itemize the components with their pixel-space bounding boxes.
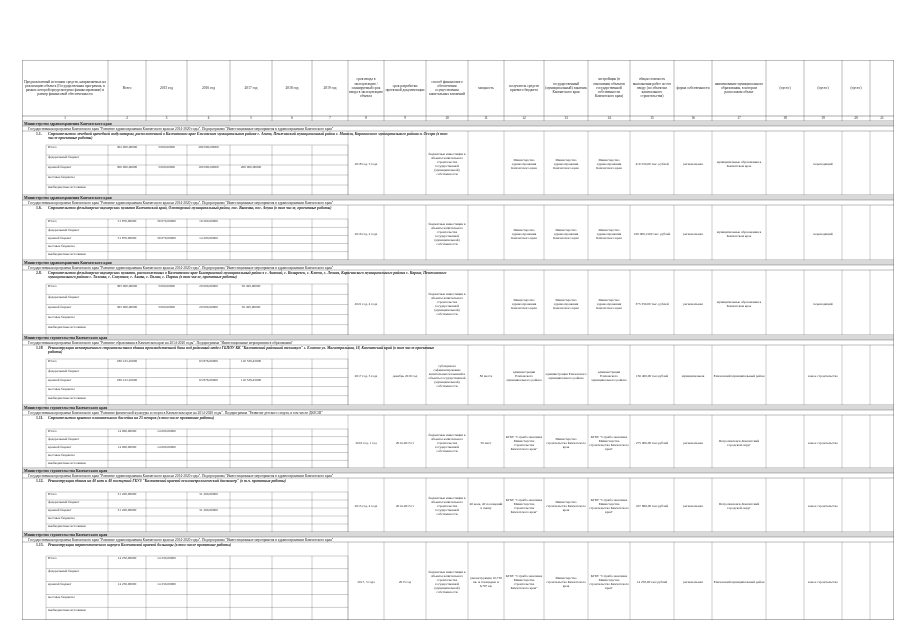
funding-label: внебюджетные источники [48, 185, 86, 190]
column-number: 8 [365, 116, 367, 120]
section-band [23, 260, 894, 265]
cell-method: бюджетные инвестиции в объекты капитального строительства государственной (муниципальной) собственности [428, 221, 466, 246]
cell-design: декабрь 2019 год [392, 374, 418, 378]
funding-value: 14 000,00000 [157, 429, 176, 434]
funding-value: 3 000,00000 [158, 304, 175, 309]
header-cell: (пусто) [850, 85, 862, 90]
funding-value: 63 876,00000 [199, 359, 218, 364]
cell-recipient: КГБУ "Служба заказчика Министерства строительства Камчатского края" [505, 574, 543, 590]
cell-cost: 160 000,1500 тыс. рублей [633, 231, 671, 236]
header-cell: наименование муниципального образования, в котором расположен объект [714, 81, 764, 95]
funding-label: федеральный бюджет [48, 294, 80, 299]
funding-value: 180 415,45000 [116, 359, 138, 364]
section-band [23, 532, 894, 537]
funding-value: 365 000,00000 [116, 284, 138, 289]
funding-value: 51 870,00000 [117, 219, 137, 224]
cell-method: бюджетные инвестиции в объекты капитального строительства государственной (муниципальной) собственности [428, 152, 466, 176]
cell-kind: переходящий [813, 301, 833, 306]
funding-label: местные бюджеты [48, 244, 75, 248]
column-number: 17 [737, 116, 741, 120]
funding-label: местные бюджеты [48, 594, 75, 599]
column-number: 21 [880, 116, 884, 120]
cell-deadline: 2016 год, 2 года [354, 231, 378, 236]
column-number: 5 [250, 116, 252, 120]
funding-value: 19 200,00000 [199, 219, 218, 224]
row-number: 1.11. [36, 416, 44, 420]
cell-capacity: 50 мест [480, 440, 492, 445]
cell-ownership: региональная [683, 301, 703, 306]
funding-value: 31 200,00000 [117, 492, 137, 497]
header-cell: мощность [478, 85, 494, 90]
cell-builder: КГБУ "Служба заказчика Министерства строительства Камчатского края" [589, 434, 629, 451]
section-title: Министерство здравоохранения Камчатского края [24, 260, 112, 265]
column-number: 13 [564, 116, 568, 120]
section-band [23, 468, 894, 473]
section-title: Министерство строительства Камчатского края [24, 532, 108, 537]
cell-builder: администрация Елизовского муниципального района [591, 370, 627, 382]
cell-builder: КГБУ "Служба заказчика Министерства строительства Камчатского края" [589, 498, 629, 514]
header-cell: получатель средств краевого бюджета [509, 83, 539, 92]
column-number: 20 [854, 116, 858, 120]
funding-value: 63 876,00000 [199, 377, 218, 382]
funding-value: 30 670,00000 [157, 235, 176, 240]
cell-municipal: муниципальные образования в Камчатском крае [716, 229, 762, 238]
cell-builder: Министерство здравоохранения Камчатского края [596, 227, 622, 240]
cell-municipal: Елизовский муниципальный район [713, 580, 765, 584]
funding-value: 31 200,00000 [117, 508, 137, 513]
header-cell: (пусто) [817, 85, 829, 90]
funding-label: внебюджетные источники [48, 396, 86, 401]
cell-design: 2014-2015 гг [395, 504, 415, 508]
funding-value: 20 000,00000 [199, 304, 218, 309]
row-number: 1.6. [36, 206, 42, 210]
column-number: 9 [404, 116, 406, 120]
funding-value: 14 200,00000 [199, 235, 218, 240]
funding-label: внебюджетные источники [48, 325, 86, 330]
funding-label: Итого [48, 492, 57, 497]
row-number: 1.13. [36, 543, 44, 547]
cell-capacity: реконструкция 10,739 кв. м площадью и 6,767 кв. [470, 576, 502, 588]
cell-cost: 375 350,00 тыс. рублей [635, 301, 669, 306]
program-title: Государственная программа Камчатского края "Развитие здравоохранения Камчатского края на 2014-2020 годы". Подпрограмма "Инвестиционные мероприятия в здравоохранении Камчатского края" [28, 473, 334, 478]
funding-value: 51 870,00000 [117, 235, 137, 240]
funding-label: краевой бюджет [48, 304, 72, 309]
funding-value: 116 539,45000 [240, 377, 262, 382]
column-number: 10 [445, 116, 449, 120]
column-number: 2 [126, 116, 128, 120]
cell-municipal: муниципальные образования в Камчатском крае [716, 299, 762, 308]
section-band [23, 121, 894, 126]
cell-builder: КГБУ "Служба заказчика Министерства строительства Камчатского края" [589, 574, 629, 590]
header-cell: 2016 год [202, 85, 215, 90]
header-cell: форма собственности [676, 85, 710, 90]
column-number: 12 [522, 116, 526, 120]
funding-value: 14 250,00000 [157, 556, 176, 561]
object-title: Реконструкция терапевтического корпуса Камчатской краевой больницы (в том числе проектные работы) [48, 543, 232, 547]
cell-recipient: КГБУ "Служба заказчика Министерства строительства Камчатского края" [505, 498, 543, 514]
column-number: 6 [291, 116, 293, 120]
funding-label: местные бюджеты [48, 516, 75, 521]
program-title: Государственная программа Камчатского края "Развитие физической культуры и спорта в Камчатском крае на 2014-2020 годы". Подпрограмма "Развитие детского спорта, в том числе ДЮСШ" [28, 410, 323, 415]
funding-value: 20 000,00000 [199, 284, 218, 289]
funding-label: краевой бюджет [48, 445, 72, 449]
cell-deadline: 2016 год, 1 год [355, 440, 377, 445]
cell-recipient: Министерство здравоохранения Камчатского края [511, 227, 537, 240]
column-number: 4 [207, 116, 210, 120]
cell-design: 2014-2015 гг [395, 440, 415, 445]
cell-ownership: региональная [683, 231, 703, 236]
header-cell: 2019 год [323, 85, 337, 90]
funding-value: 30 670,00000 [157, 219, 176, 224]
funding-label: местные бюджеты [48, 387, 75, 391]
cell-kind: новое строительство [808, 504, 838, 508]
cell-ownership: муниципальная [681, 374, 705, 378]
cell-deadline: 2015 год, 4 года [354, 504, 378, 508]
section-title: Министерство строительства Камчатского края [24, 405, 108, 410]
cell-customer: Министерство здравоохранения Камчатского края [553, 297, 579, 310]
funding-label: Итого [48, 359, 57, 364]
cell-customer: Министерство строительства Камчатского края [546, 500, 586, 512]
section-band [23, 405, 894, 410]
header-cell: застройщик (в отношении объектов государственной собственности Камчатского края) [593, 77, 625, 99]
cell-recipient: администрация Елизовского муниципального района [506, 370, 542, 382]
program-title: Государственная программа Камчатского края "Развитие образования в Камчатском крае на 2014-2020 годы". Подпрограмма "Инвестиционные мероприятия в образовании" [28, 340, 293, 345]
funding-label: внебюджетные источники [48, 252, 86, 257]
funding-label: внебюджетные источники [48, 524, 86, 529]
cell-customer: Министерство здравоохранения Камчатского края [553, 227, 579, 240]
header-cell: государственный (муниципальный) заказчик Камчатского края [545, 81, 587, 95]
funding-label: Итого [48, 284, 57, 289]
program-title: Государственная программа Камчатского края "Развитие здравоохранения Камчатского края на 2014-2020 годы". Подпрограмма "Инвестиционные мероприятия в здравоохранении Камчатского края" [28, 126, 334, 131]
funding-label: местные бюджеты [48, 452, 75, 457]
cell-deadline: 2017, 3 года [357, 580, 375, 584]
column-number: 19 [821, 116, 825, 120]
object-title: Строительство фельдшерско-акушерских пунктов, расположенных в Камчатском крае Быстринский муниципальный район в с. Анавгай, с. Козыревск, с. Ключи, с. Лесная, Карагинского муниципального района с. Карага, Пенжинского муниципального района с. Таловка, с. Слаутное, с. Аянка, с. Оклан, с. Парень (в том числе, проектные работы) [48, 271, 447, 280]
funding-value: 14 000,00000 [157, 445, 176, 449]
funding-value: 3 000,00000 [158, 145, 175, 150]
funding-label: Итого [48, 219, 57, 224]
funding-value: 200 000,00000 [240, 165, 262, 170]
cell-municipal: муниципальные образования в Камчатском крае [716, 160, 762, 168]
program-title: Государственная программа Камчатского края "Развитие здравоохранения Камчатского края на 2014-2020 годы". Подпрограмма "Инвестиционные мероприятия в здравоохранении Камчатского края" [28, 265, 334, 270]
funding-label: внебюджетные источники [48, 460, 86, 465]
funding-label: внебюджетные источники [48, 607, 86, 612]
cell-kind: новое строительство [808, 440, 838, 445]
object-title: Строительство фельдшерско-акушерских пунктов Камчатский край, Олюторский муниципальный район, пос. Вывенка, пос. Апука (в том числе, проектные работы) [48, 206, 332, 210]
cell-kind: переходящий [813, 231, 833, 236]
funding-value: 300 000,00000 [116, 165, 138, 170]
funding-value: 3 000,00000 [158, 284, 175, 289]
funding-label: Итого [48, 429, 57, 434]
row-number: 2.8. [36, 271, 42, 275]
cell-ownership: региональная [683, 580, 703, 584]
cell-builder: Министерство здравоохранения Камчатского края [596, 297, 622, 310]
object-title: Строительство крытого плавательного бассейна на 25 метров (в том числе проектные работы) [48, 416, 215, 420]
cell-kind: новое строительство [808, 374, 838, 378]
cell-cost: 156 400,00 тыс.рублей [635, 374, 669, 378]
cell-capacity: 40 коек, 40 посещений в смену [469, 502, 503, 510]
section-band [23, 195, 894, 200]
cell-method: бюджетные инвестиции в объекты капитального строительства государственной собственности [428, 496, 466, 516]
header-cell: Предполагаемый источник средств, направляемых на реализацию объекта (Государственная программа, в рамках которой предусмотрено финансирование) и размер финансовой обеспеченности [24, 79, 106, 97]
cell-customer: Министерство строительства Камчатского края [546, 576, 586, 588]
cell-cost: 437 860,00 тыс.рублей [635, 504, 669, 508]
column-number: 18 [783, 116, 787, 120]
cell-method: бюджетные инвестиции в объекты капитального строительства государственной собственности [428, 432, 466, 453]
header-cell: срок разработки проектной документации [385, 83, 425, 92]
funding-value: 31 200,00000 [199, 508, 218, 513]
funding-value: 14 000,00000 [117, 445, 137, 449]
header-cell: 2017 год [244, 85, 258, 90]
cell-recipient: Министерство здравоохранения Камчатского края [511, 158, 537, 170]
cell-recipient: КГБУ "Служба заказчика Министерства строительства Камчатского края" [505, 434, 543, 451]
funding-value: 180 415,45000 [116, 377, 138, 382]
cell-method: бюджетные инвестиции в объекты капитального строительства государственной (муниципальной) собственности [428, 291, 466, 316]
section-band [23, 335, 894, 340]
object-title: Реконструкция здания на 40 коек и 40 посещений ГБУЗ "Камчатский краевой психоневрологический диспансер" (в т.ч. проектные работы) [48, 479, 286, 483]
funding-value: 14 000,00000 [117, 429, 137, 434]
funding-label: федеральный бюджет [48, 227, 80, 232]
header-cell: способ финансового обеспечения осуществления капитальных вложений [429, 79, 465, 97]
row-number: 1.12. [36, 479, 44, 483]
funding-label: краевой бюджет [48, 582, 72, 586]
funding-label: федеральный бюджет [48, 569, 80, 574]
section-title: Министерство здравоохранения Камчатского края [24, 195, 112, 200]
row-number: 1.1. [36, 132, 42, 136]
funding-value: 14 250,00000 [117, 556, 137, 561]
document-table [22, 60, 894, 620]
cell-ownership: региональная [683, 440, 703, 445]
section-title: Министерство строительства Камчатского края [24, 335, 108, 340]
funding-value: 3 000,00000 [158, 165, 175, 170]
header-cell: (пусто) [779, 85, 791, 90]
funding-label: краевой бюджет [48, 165, 72, 170]
cell-customer: администрация Елизовского муниципального района [545, 372, 587, 380]
cell-deadline: 2021 год, 4 года [354, 301, 378, 306]
cell-cost: 275 000,00 тыс.рублей [635, 440, 669, 445]
funding-label: федеральный бюджет [48, 368, 80, 373]
funding-value: 50 495,00000 [241, 304, 261, 309]
row-number: 1.18 [36, 346, 43, 350]
cell-cost: 14 250,00 тыс.рублей [636, 580, 668, 584]
funding-label: краевой бюджет [48, 508, 72, 513]
funding-value: 365 000,00000 [116, 304, 138, 309]
cell-design: 2015 год [398, 580, 412, 584]
cell-municipal: Елизовский муниципальный район [713, 374, 765, 378]
cell-customer: Министерство здравоохранения Камчатского края [553, 158, 579, 170]
cell-ownership: региональная [683, 162, 703, 166]
cell-kind: переходящий [813, 162, 833, 166]
cell-method: бюджетные инвестиции в объекты капитального строительства государственной (муниципальной) собственности [428, 570, 466, 594]
header-cell: срок ввода в эксплуатацию / планируемый срок ввода в эксплуатацию объекта [349, 77, 383, 99]
column-number: 3 [165, 116, 168, 120]
cell-customer: Министерство строительства Камчатского края [546, 436, 586, 449]
section-title: Министерство здравоохранения Камчатского края [24, 121, 112, 126]
funding-label: федеральный бюджет [48, 155, 80, 160]
header-cell: 2018 год [285, 85, 299, 90]
cell-deadline: 2018 год, 3 года [354, 162, 378, 166]
object-title: Реконструкция незавершенного строительством здания производственной базы под районный отдел ГБПОУ КК "Камчатский районный техникум" г. Елизово ул. Магистральная, 18, Камчатский край (в том числе проектные работы) [48, 346, 435, 355]
funding-label: Итого [48, 145, 57, 150]
column-number: 7 [329, 116, 331, 120]
cell-municipal: Петропавловск-Камчатский городской округ [718, 438, 760, 447]
header-cell: Всего [122, 85, 132, 90]
header-cell: общая стоимость выполнения работ по его вводу (по объектам капитального строительства) [632, 77, 672, 99]
cell-builder: Министерство здравоохранения Камчатского края [596, 158, 622, 170]
object-title: Строительство лечебной врачебной амбулатории, расположенной в Камчатском крае Елизовском муниципальном районе с. Апача, Пенжинский муниципальный район с. Манила, Карагинского муниципального района п. Оссора (в том числе проектные работы) [48, 132, 448, 141]
funding-value: 100 000,00000 [198, 165, 219, 170]
funding-label: федеральный бюджет [48, 437, 80, 442]
funding-value: 50 495,00000 [241, 284, 261, 289]
funding-label: местные бюджеты [48, 315, 75, 319]
funding-value: 302 000,00000 [116, 145, 138, 150]
funding-label: Итого [48, 556, 57, 561]
column-number: 16 [691, 116, 695, 120]
cell-capacity: 82 места [479, 374, 493, 378]
column-number: 11 [484, 116, 488, 120]
program-title: Государственная программа Камчатского края "Развитие здравоохранения Камчатского края на 2014-2020 годы". Подпрограмма "Инвестиционные мероприятия в здравоохранении Камчатского края" [28, 200, 334, 205]
funding-value: 31 200,00000 [199, 492, 218, 497]
funding-value: 116 539,45000 [240, 359, 262, 364]
cell-kind: новое строительство [808, 580, 838, 584]
cell-deadline: 2017 год, 3 года [354, 374, 378, 378]
funding-label: краевой бюджет [48, 377, 72, 382]
funding-label: краевой бюджет [48, 235, 72, 240]
column-number: 1 [64, 116, 66, 120]
funding-value: 299 000,00000 [198, 145, 219, 150]
column-number: 15 [650, 116, 654, 120]
funding-value: 14 250,00000 [157, 582, 176, 586]
section-title: Министерство строительства Камчатского края [24, 468, 108, 473]
header-cell: 2015 год [160, 85, 173, 90]
funding-label: федеральный бюджет [48, 500, 80, 505]
column-number: 14 [607, 116, 611, 120]
program-title: Государственная программа Камчатского края "Развитие здравоохранения Камчатского края на 2014-2020 годы". Подпрограмма "Инвестиционные мероприятия в здравоохранении Камчатского края" [28, 537, 334, 542]
cell-recipient: Министерство здравоохранения Камчатского края [511, 297, 537, 310]
funding-value: 14 250,00000 [117, 582, 137, 586]
cell-cost: 410 250,00 тыс. рублей [635, 162, 669, 166]
cell-method: субсидии на софинансирование капитальных вложений в объекты государственной (муниципальной) собственности [428, 364, 466, 388]
funding-label: местные бюджеты [48, 175, 75, 180]
cell-municipal: Петропавловск-Камчатский городской округ [718, 502, 760, 510]
cell-ownership: региональная [683, 504, 703, 508]
